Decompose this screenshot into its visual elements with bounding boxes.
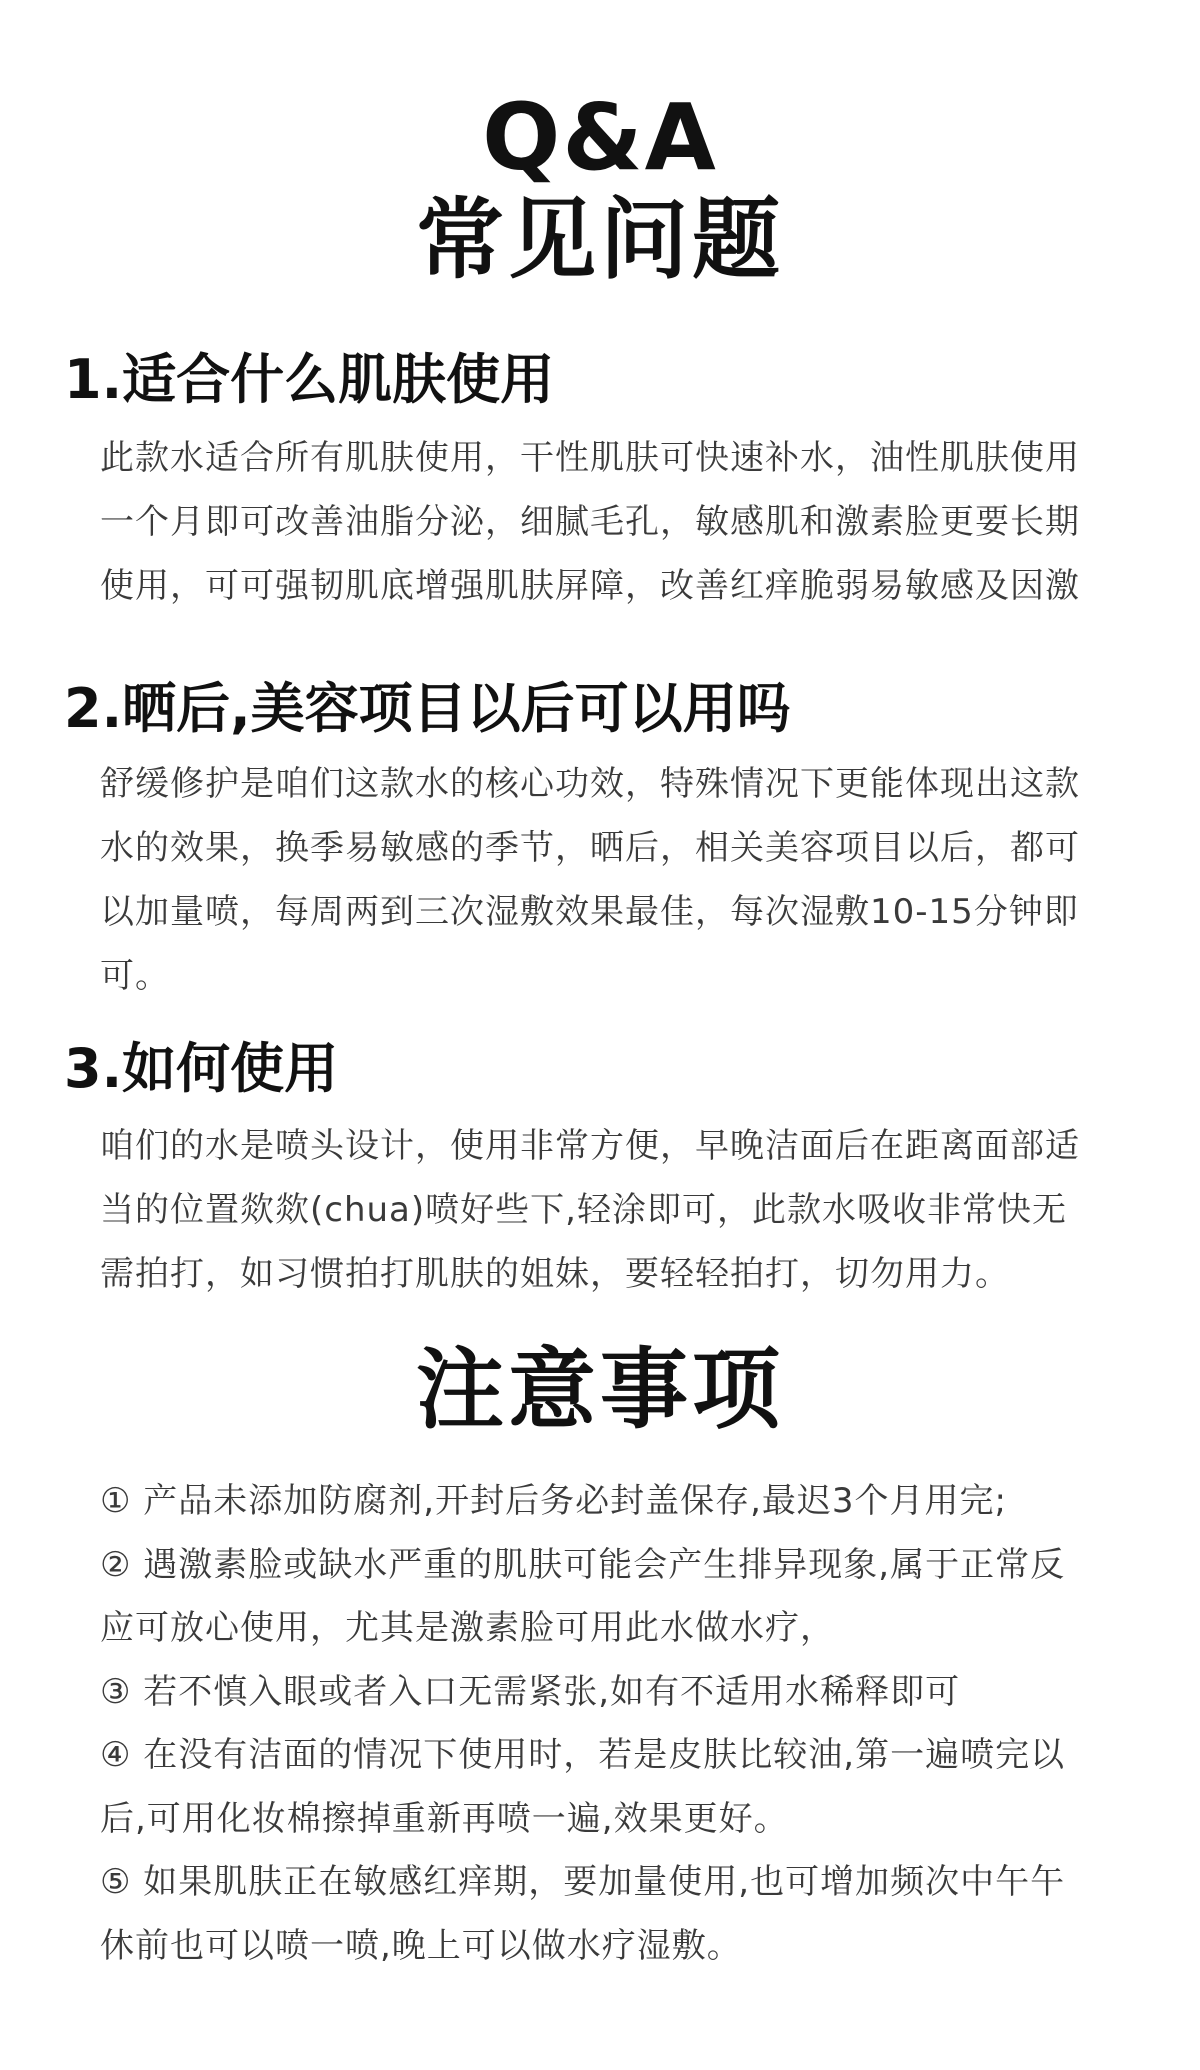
note-line: 应可放心使用，尤其是激素脸可用此水做水疗， [100, 1608, 835, 1648]
question-3-heading: 3.如何使用 [64, 1037, 339, 1100]
note-line: ④ 在没有洁面的情况下使用时，若是皮肤比较油,第一遍喷完以 [100, 1735, 1066, 1775]
page-title-chinese: 常见问题 [415, 188, 784, 291]
question-3-answer [100, 1114, 1100, 1306]
question-2-heading: 2.晒后,美容项目以后可以用吗 [64, 677, 791, 740]
page-title-english: Q&A [482, 84, 718, 191]
answer-line: 需拍打，如习惯拍打肌肤的姐妹，要轻轻拍打，切勿用力。 [100, 1254, 1010, 1294]
answer-line: 当的位置欻欻(chua)喷好些下,轻涂即可，此款水吸收非常快无 [100, 1190, 1067, 1230]
answer-line: 咱们的水是喷头设计，使用非常方便，早晚洁面后在距离面部适 [100, 1126, 1080, 1166]
answer-line: 水的效果，换季易敏感的季节，晒后，相关美容项目以后，都可 [100, 828, 1080, 868]
question-2-answer [100, 752, 1100, 1008]
note-line: 后,可用化妆棉擦掉重新再喷一遍,效果更好。 [100, 1798, 789, 1839]
notes-title: 注意事项 [415, 1338, 784, 1441]
notes-list [100, 1470, 1120, 1978]
note-line: ③ 若不慎入眼或者入口无需紧张,如有不适用水稀释即可 [100, 1671, 961, 1712]
note-line: ⑤ 如果肌肤正在敏感红痒期，要加量使用,也可增加频次中午午 [100, 1862, 1066, 1902]
note-line: ① 产品未添加防腐剂,开封后务必封盖保存,最迟3个月用完; [100, 1481, 1007, 1521]
answer-line: 舒缓修护是咱们这款水的核心功效，特殊情况下更能体现出这款 [100, 764, 1080, 804]
answer-line: 此款水适合所有肌肤使用，干性肌肤可快速补水，油性肌肤使用 [100, 438, 1080, 478]
answer-line: 一个月即可改善油脂分泌，细腻毛孔，敏感肌和激素脸更要长期 [100, 502, 1080, 542]
note-line: 休前也可以喷一喷,晚上可以做水疗湿敷。 [100, 1925, 742, 1966]
question-1-heading: 1.适合什么肌肤使用 [64, 348, 555, 411]
question-1-answer [100, 426, 1100, 618]
answer-line: 使用，可可强韧肌底增强肌肤屏障，改善红痒脆弱易敏感及因激 [100, 566, 1080, 606]
answer-line: 可。 [100, 956, 170, 996]
note-line: ② 遇激素脸或缺水严重的肌肤可能会产生排异现象,属于正常反 [100, 1544, 1066, 1585]
answer-line: 以加量喷，每周两到三次湿敷效果最佳，每次湿敷10-15分钟即 [100, 892, 1079, 932]
